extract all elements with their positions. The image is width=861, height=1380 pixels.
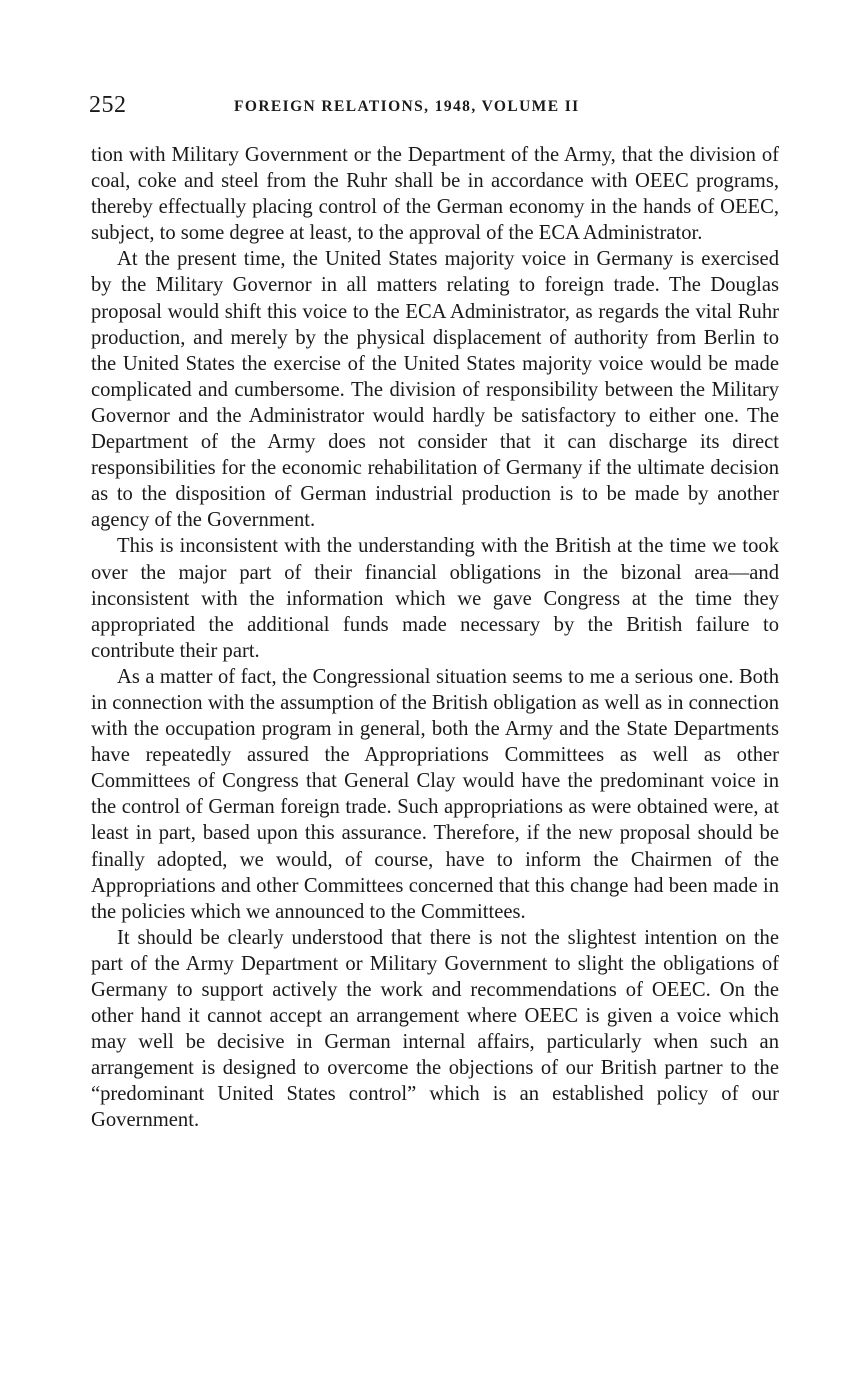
paragraph: This is inconsistent with the understanding with the British at the time we took over the major part of their financial obligations in the bizonal area—and inconsistent with the information which we gave Congress at the time they appropriated the additional funds made necessary by the British failure to contribute their part. bbox=[91, 535, 779, 662]
paragraph-continuation: tion with Military Government or the Department of the Army, that the division of coal, coke and steel from the Ruhr shall be in accordance with OEEC programs, thereby effectually placing control of the German economy in the hands of OEEC, subject, to some degree at least, to the approval of the ECA Administrator. bbox=[91, 144, 779, 245]
running-head: FOREIGN RELATIONS, 1948, VOLUME II bbox=[234, 98, 580, 115]
body-text bbox=[91, 142, 779, 1134]
page-number: 252 bbox=[89, 92, 127, 118]
paragraph: As a matter of fact, the Congressional situation seems to me a serious one. Both in connection with the assumption of the British obligation as well as in connection with the occupation program in general, both the Army and the State Departments have repeatedly assured the Appropriations Committees as well as other Committees of Congress that General Clay would have the predominant voice in the control of German foreign trade. Such appropriations as were obtained were, at least in part, based upon this assurance. Therefore, if the new proposal should be finally adopted, we would, of course, have to inform the Chairmen of the Appropriations and other Committees concerned that this change had been made in the policies which we announced to the Committees. bbox=[91, 665, 779, 923]
page-header bbox=[89, 92, 781, 126]
paragraph: At the present time, the United States majority voice in Germany is exercised by the Military Governor in all matters relating to foreign trade. The Douglas proposal would shift this voice to the ECA Administrator, as regards the vital Ruhr production, and merely by the physical displacement of authority from Berlin to the United States the exercise of the United States majority voice would be made complicated and cumbersome. The division of responsibility between the Military Governor and the Administrator would hardly be satisfactory to either one. The Department of the Army does not consider that it can discharge its direct responsibilities for the economic rehabilitation of Germany if the ultimate decision as to the disposition of German industrial production is to be made by another agency of the Government. bbox=[91, 248, 779, 532]
paragraph: It should be clearly understood that there is not the slightest intention on the part of the Army Department or Military Government to slight the obligations of Germany to support actively the work and recommendations of OEEC. On the other hand it cannot accept an arrangement where OEEC is given a voice which may well be decisive in German internal affairs, particularly when such an arrangement is designed to overcome the objections of our British partner to the “predominant United States control” which is an established policy of our Government. bbox=[91, 926, 779, 1132]
